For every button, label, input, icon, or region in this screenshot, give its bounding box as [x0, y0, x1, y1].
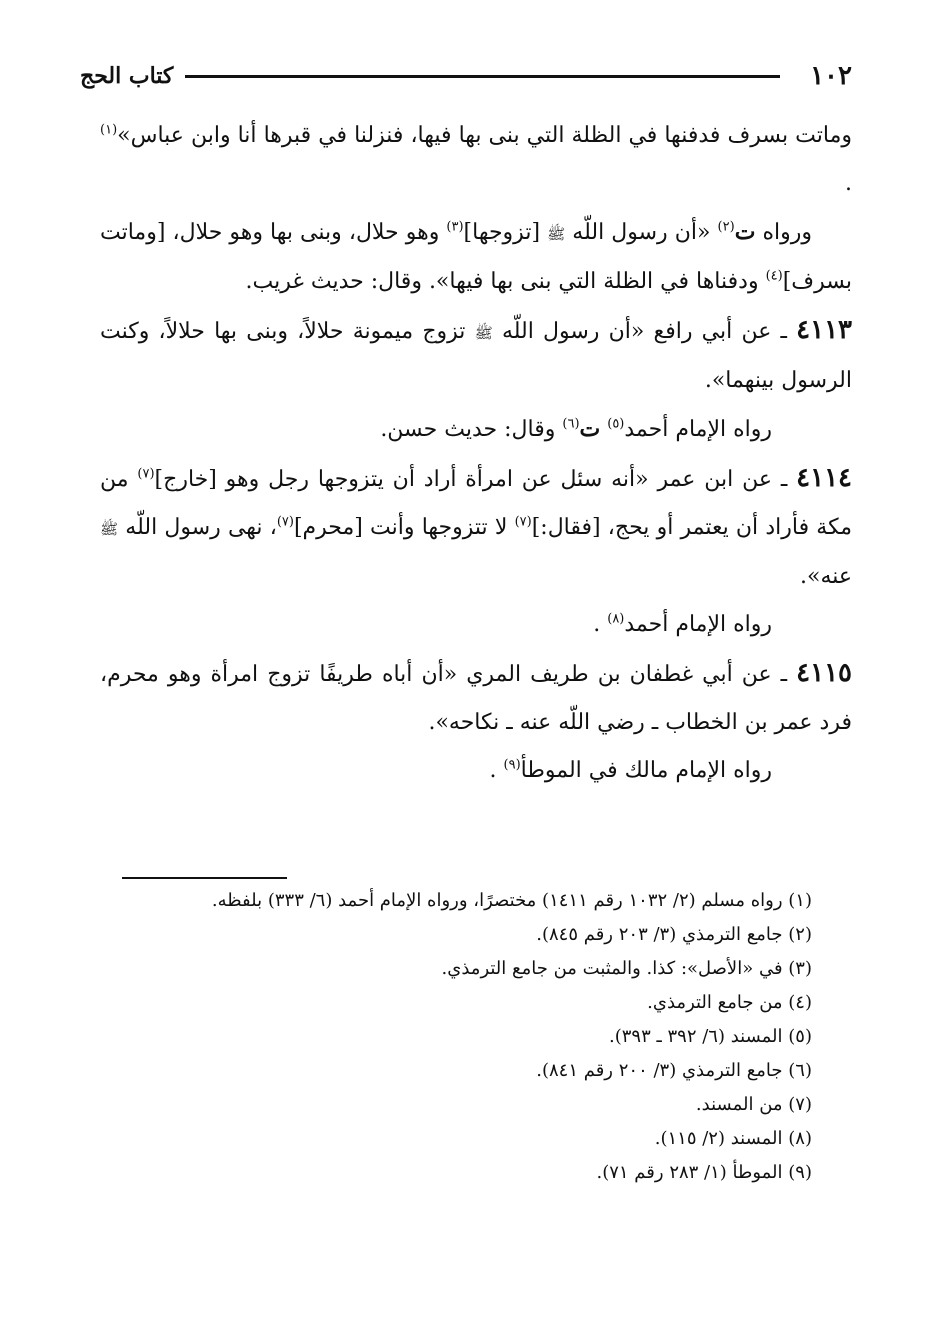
footnote-3: (٣) في «الأصل»: كذا. والمثبت من جامع الترمذي. [441, 958, 812, 979]
footnote-7: (٧) من المسند. [695, 1094, 812, 1115]
hadith-4115: ٤١١٥ ـ عن أبي غطفان بن طريف المري «أن أباه طريفًا تزوج امرأة وهو محرم، فرد عمر بن الخطاب ـ رضي اللّه عنه ـ نكاحه». [100, 658, 852, 735]
page-number: ١٠٢ [810, 61, 852, 91]
hadith-4115-narration: رواه الإمام مالك في الموطأ$^{(٩)}$ . [489, 757, 772, 783]
salawat-symbol: ﷺ [474, 324, 493, 342]
footnote-9: (٩) الموطأ (١/ ٢٨٣ رقم ٧١). [596, 1162, 812, 1183]
footnote-ref-4[interactable]: (٤) [765, 268, 783, 284]
salawat-symbol: ﷺ [100, 520, 119, 538]
previous-hadith-continuation: وماتت بسرف فدفنها في الظلة التي بنى بها فيها، فنزلنا في قبرها أنا وابن عباس»$^{(١)}$ . [100, 122, 852, 196]
footnote-ref-9[interactable]: (٩) [503, 757, 521, 773]
footnote-ref-1[interactable]: (١) [100, 122, 118, 138]
footnote-separator [122, 877, 287, 879]
page-header [80, 58, 852, 98]
hadith-number: ٤١١٥ [796, 658, 852, 688]
footnote-ref-7[interactable]: (٧) [276, 514, 294, 530]
tirmidhi-narration: ورواه ت$^{(٢)}$ «أن رسول اللّه ﷺ [تزوجها]$^{(٣)}$ وهو حلال، وبنى بها وهو حلال، [وماتت بسرف]$^{(٤)}$ ودفناها في الظلة التي بنى بها فيها». وقال: حديث غريب. [100, 219, 852, 294]
hadith-number: ٤١١٣ [796, 315, 853, 345]
footnote-ref-3[interactable]: (٣) [446, 219, 464, 235]
footnote-6: (٦) جامع الترمذي (٣/ ٢٠٠ رقم ٨٤١). [536, 1060, 812, 1081]
tirmidhi-symbol: ت [579, 416, 601, 442]
header-rule [185, 75, 780, 78]
footnote-ref-5[interactable]: (٥) [607, 416, 625, 432]
footnote-ref-8[interactable]: (٨) [607, 611, 625, 627]
main-text [100, 112, 853, 795]
footnote-8: (٨) المسند (٢/ ١١٥). [654, 1128, 812, 1149]
footnote-ref-2[interactable]: (٢) [717, 219, 735, 235]
footnotes [92, 884, 812, 1190]
footnote-2: (٢) جامع الترمذي (٣/ ٢٠٣ رقم ٨٤٥). [536, 924, 812, 945]
hadith-4113-narration: رواه الإمام أحمد$^{(٥)}$ ت$^{(٦)}$ وقال: حديث حسن. [380, 416, 772, 442]
footnote-ref-6[interactable]: (٦) [562, 416, 580, 432]
hadith-4114: ٤١١٤ ـ عن ابن عمر «أنه سئل عن امرأة أراد أن يتزوجها رجل وهو [خارج]$^{(٧)}$ من مكة فأراد أن يعتمر أو يحج، [فقال:]$^{(٧)}$ لا تتزوجها وأنت [محرم]$^{(٧)}$، نهى رسول اللّه ﷺ عنه». [100, 463, 852, 589]
footnote-1: (١) رواه مسلم (٢/ ١٠٣٢ رقم ١٤١١) مختصرًا، ورواه الإمام أحمد (٦/ ٣٣٣) بلفظه. [211, 890, 812, 911]
footnote-5: (٥) المسند (٦/ ٣٩٢ ـ ٣٩٣). [609, 1026, 812, 1047]
hadith-4113: ٤١١٣ ـ عن أبي رافع «أن رسول اللّه ﷺ تزوج ميمونة حلالاً، وبنى بها حلالاً، وكنت الرسول بينهما». [100, 315, 853, 393]
tirmidhi-symbol: ت [734, 219, 756, 245]
footnote-4: (٤) من جامع الترمذي. [647, 992, 812, 1013]
chapter-title: كتاب الحج [80, 63, 174, 89]
hadith-4114-narration: رواه الإمام أحمد$^{(٨)}$ . [593, 611, 772, 637]
hadith-number: ٤١١٤ [796, 463, 852, 493]
footnote-ref-7[interactable]: (٧) [137, 466, 155, 482]
salawat-symbol: ﷺ [547, 225, 566, 243]
footnote-ref-7[interactable]: (٧) [514, 514, 532, 530]
